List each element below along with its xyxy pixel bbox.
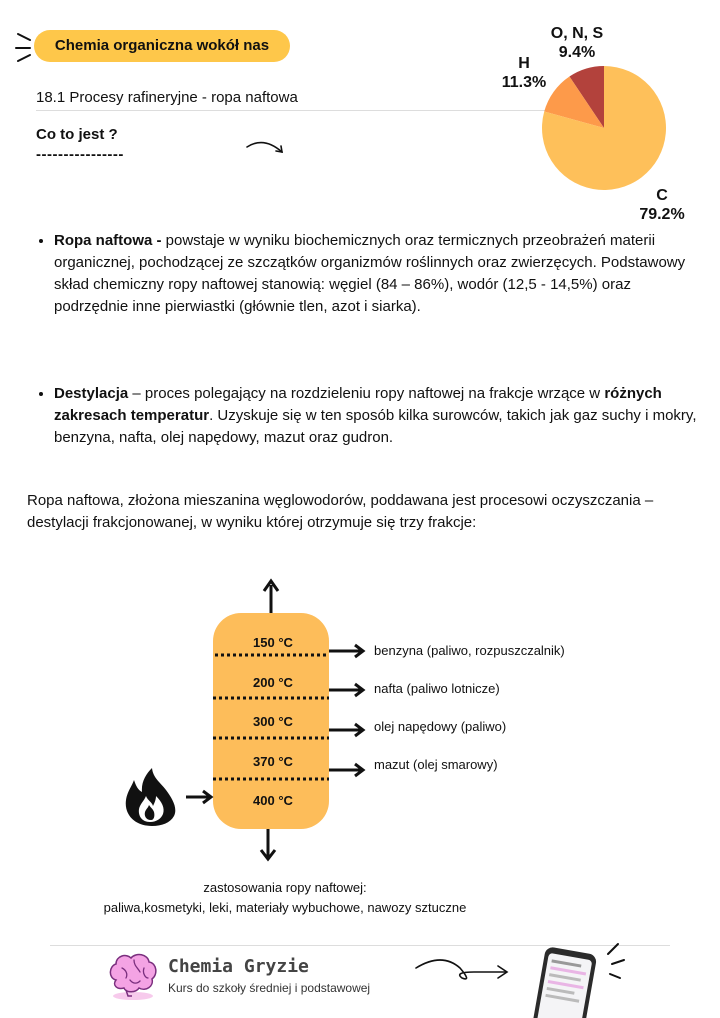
pie-label-ons-value: 9.4% <box>558 44 596 61</box>
bullet-destylacja <box>36 383 704 449</box>
topic-pill: Chemia organiczna wokół nas <box>34 30 290 62</box>
section-title: 18.1 Procesy rafineryjne - ropa naftowa <box>36 89 298 106</box>
term-ropa-definition: powstaje w wyniku biochemicznych oraz termicznych przeobrażeń materii organicznej, pochodzącej ze szczątków organizmów roślinnych oraz zwierzęcych. Podstawowy skład chemiczny ropy naftowej stanowią: węgiel (84 – 86%), wodór (12,5 - 14,5%) oraz podrzędnie inne pierwiastki (głównie tlen, azot i siarka). <box>54 232 686 315</box>
intro-paragraph: Ropa naftowa, złożona mieszanina węglowodorów, poddawana jest procesowi oczyszczania – destylacji frakcjonowanej, w wyniku której otrzymuje się trzy frakcje: <box>27 492 654 531</box>
fraction-benzyna: benzyna (paliwo, rozpuszczalnik) <box>374 643 565 658</box>
pie-label-h-value: 11.3% <box>501 74 547 91</box>
bullet-item <box>54 383 704 449</box>
brain-icon <box>106 950 160 1002</box>
pie-label-h-name: H <box>518 55 530 72</box>
divider <box>36 110 546 111</box>
residue-out-arrow <box>261 829 275 859</box>
brand-name: Chemia Gryzie <box>168 956 309 977</box>
pie-label-c-name: C <box>656 187 668 204</box>
destylacja-bold: różnych zakresach temperatur <box>54 385 662 424</box>
fraction-nafta: nafta (paliwo lotnicze) <box>374 681 500 696</box>
fraction-olej: olej napędowy (paliwo) <box>374 719 507 734</box>
pie-label-c-value: 79.2% <box>639 206 685 223</box>
answer-dashes: ---------------- <box>36 146 124 163</box>
fraction-arrows <box>329 645 363 776</box>
phone-icon <box>520 938 630 1018</box>
uses-title: zastosowania ropy naftowej: <box>203 880 367 895</box>
uses-list: paliwa,kosmetyki, leki, materiały wybuchowe, nawozy sztuczne <box>103 900 467 915</box>
pie-label-c <box>634 186 690 224</box>
term-destylacja: Destylacja <box>54 385 129 402</box>
temp-300: 300 °C <box>253 714 293 729</box>
curved-arrow-icon <box>244 138 288 158</box>
pie-label-ons <box>542 24 612 62</box>
brand-subtitle: Kurs do szkoły średniej i podstawowej <box>168 981 371 995</box>
question-heading: Co to jest ? <box>36 126 118 143</box>
pie-label-h <box>496 54 552 92</box>
curved-arrow-icon <box>412 956 512 986</box>
temp-150: 150 °C <box>253 635 293 650</box>
distillation-diagram <box>100 575 620 875</box>
temp-370: 370 °C <box>253 754 293 769</box>
flame-icon <box>126 768 176 826</box>
composition-pie-chart <box>480 20 720 230</box>
sparkle-lines-icon <box>12 30 36 66</box>
temp-400: 400 °C <box>253 793 293 808</box>
destylacja-text-1: – proces polegający na rozdzieleniu ropy naftowej na frakcje wrzące w <box>128 385 605 402</box>
bullet-item <box>54 230 704 318</box>
bullet-ropa-naftowa <box>36 230 704 318</box>
temp-200: 200 °C <box>253 675 293 690</box>
vapor-out-arrow <box>264 581 278 613</box>
pie-label-ons-name: O, N, S <box>550 25 604 42</box>
fraction-mazut: mazut (olej smarowy) <box>374 757 498 772</box>
feed-arrow <box>186 791 211 803</box>
destylacja-text-2: . Uzyskuje się w ten sposób kilka surowców, takich jak gaz suchy i mokry, benzyna, nafta, olej napędowy, mazut oraz gudron. <box>54 407 697 446</box>
term-ropa: Ropa naftowa - <box>54 232 162 249</box>
